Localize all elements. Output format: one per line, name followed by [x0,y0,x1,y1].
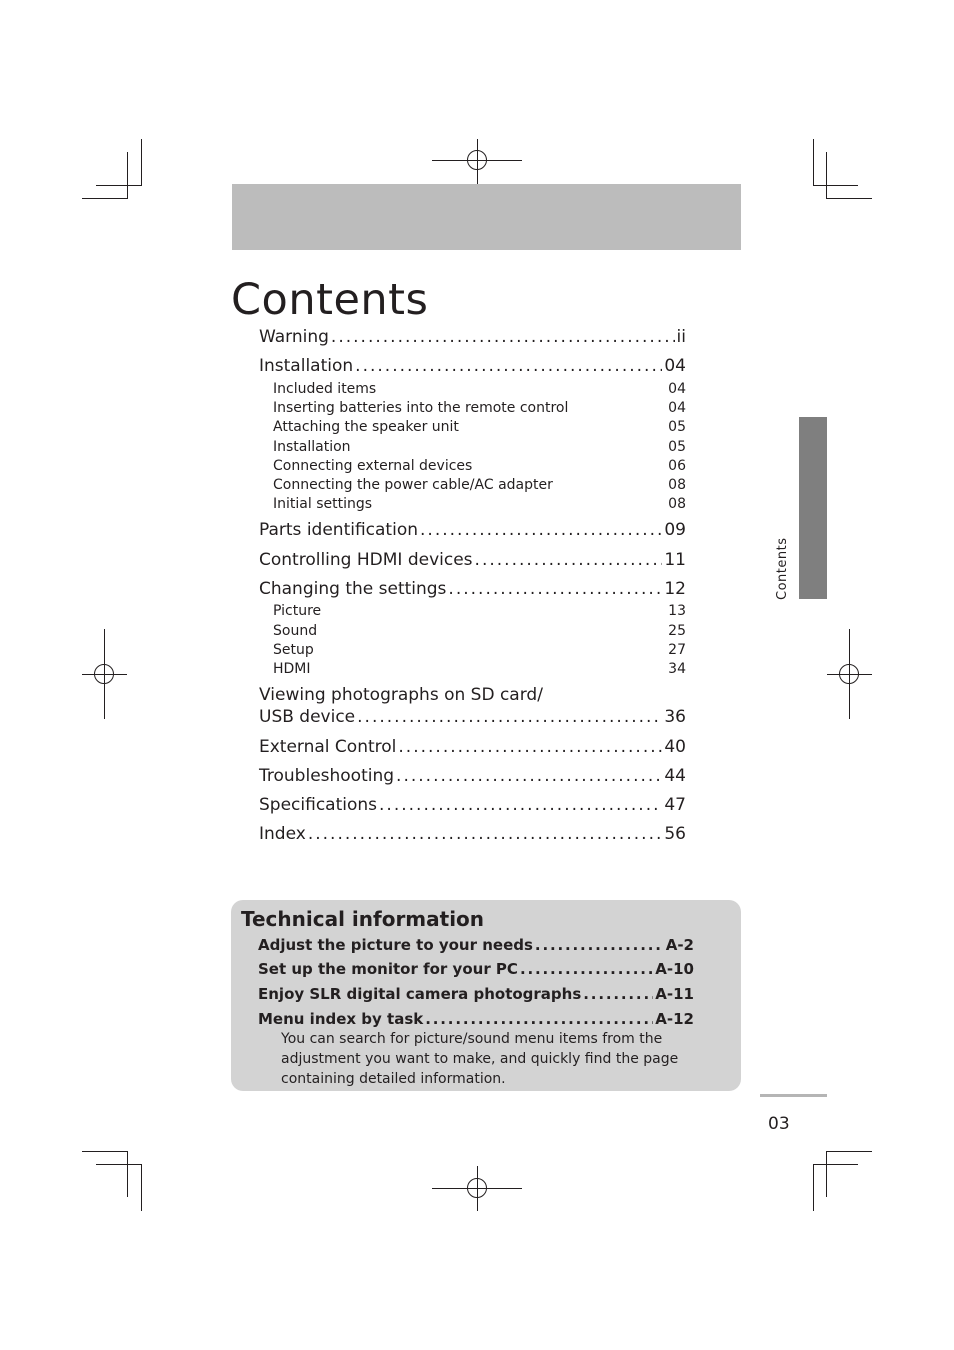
technical-information-box [231,900,741,1091]
toc-label: Installation [273,439,351,455]
dot-leader [308,823,663,845]
tech-page: A-12 [655,1010,694,1028]
dot-leader [448,578,662,600]
dot-leader [355,355,662,377]
toc-label: Viewing photographs on SD card/ [259,685,543,705]
toc-page: 47 [664,795,686,815]
toc-label: Connecting the power cable/AC adapter [273,477,553,493]
toc-entry[interactable] [259,355,686,377]
dot-leader [535,935,664,955]
toc-label: Picture [273,603,322,619]
toc-page: 05 [668,419,686,435]
toc-page: 27 [668,642,686,658]
toc-label: Sound [273,623,318,639]
toc-entry[interactable] [259,706,686,728]
toc-entry[interactable] [259,736,686,758]
dot-leader [583,984,653,1004]
toc-label: Warning [259,327,329,347]
toc-label: Specifications [259,795,378,815]
tech-page: A-11 [655,985,694,1003]
toc-entry[interactable] [259,794,686,816]
toc-subentry[interactable] [259,438,686,457]
toc-subentry[interactable] [259,399,686,418]
toc-label: Initial settings [273,496,373,512]
toc-subentry[interactable] [259,476,686,495]
toc-label: Troubleshooting [259,766,395,786]
page-number-rule [760,1094,827,1097]
toc-page: 06 [668,458,686,474]
toc-label: Controlling HDMI devices [259,550,473,570]
toc-label: Installation [259,356,354,376]
tech-entry[interactable] [258,1009,694,1029]
tech-label: Set up the monitor for your PC [258,960,518,978]
toc-page: 08 [668,477,686,493]
toc-subentry[interactable] [259,602,686,621]
side-tab-label: Contents [775,537,790,600]
header-band [232,184,741,250]
page-title: Contents [231,275,429,325]
toc-page: 56 [664,824,686,844]
dot-leader [357,706,662,728]
toc-page: 05 [668,439,686,455]
dot-leader [425,1009,653,1029]
toc-page: 12 [664,579,686,599]
toc-page: 34 [668,661,686,677]
dot-leader [396,765,662,787]
toc-entry[interactable] [259,765,686,787]
toc-entry[interactable] [259,823,686,845]
toc-page: 44 [664,766,686,786]
toc-subentry[interactable] [259,495,686,514]
dot-leader [420,519,662,541]
toc-entry[interactable] [259,519,686,541]
dot-leader [331,326,675,348]
toc-entry[interactable] [259,578,686,600]
toc-page: 04 [664,356,686,376]
toc-page: 40 [664,737,686,757]
toc-label: USB device [259,707,356,727]
tech-note: You can search for picture/sound menu items from the adjustment you want to make, and quickly find the page containing detailed information. [281,1031,679,1087]
toc-page: 25 [668,623,686,639]
dot-leader [520,959,653,979]
tech-entry[interactable] [258,959,694,979]
toc-subentry[interactable] [259,622,686,641]
tech-entry[interactable] [258,984,694,1004]
toc-page: 13 [668,603,686,619]
toc-subentry[interactable] [259,418,686,437]
technical-information-title: Technical information [241,907,485,931]
toc-label: Connecting external devices [273,458,473,474]
toc-subentry[interactable] [259,457,686,476]
toc-page: 04 [668,381,686,397]
toc-label: External Control [259,737,397,757]
toc-label: Changing the settings [259,579,447,599]
tech-page: A-10 [655,960,694,978]
toc-page: 09 [664,520,686,540]
toc-label: Index [259,824,306,844]
toc-page: 08 [668,496,686,512]
toc-label: Setup [273,642,314,658]
toc-entry[interactable] [259,549,686,571]
toc-label: Inserting batteries into the remote control [273,400,569,416]
toc-label: HDMI [273,661,311,677]
toc-page: 36 [664,707,686,727]
toc-entry-line1[interactable] [259,684,686,706]
toc-subentry[interactable] [259,380,686,399]
toc-label: Attaching the speaker unit [273,419,459,435]
toc-page: 11 [664,550,686,570]
tech-entry[interactable] [258,935,694,955]
tech-label: Adjust the picture to your needs [258,936,533,954]
toc-subentry[interactable] [259,660,686,679]
dot-leader [398,736,662,758]
dot-leader [379,794,662,816]
tech-label: Enjoy SLR digital camera photographs [258,985,582,1003]
toc-entry[interactable] [259,326,686,348]
tech-label: Menu index by task [258,1010,424,1028]
dot-leader [475,549,663,571]
side-tab [799,417,827,599]
tech-page: A-2 [665,936,694,954]
toc-subentry[interactable] [259,641,686,660]
toc-page: ii [676,327,686,347]
toc-page: 04 [668,400,686,416]
toc-label: Included items [273,381,377,397]
toc-label: Parts identification [259,520,418,540]
page-number: 03 [768,1114,790,1134]
